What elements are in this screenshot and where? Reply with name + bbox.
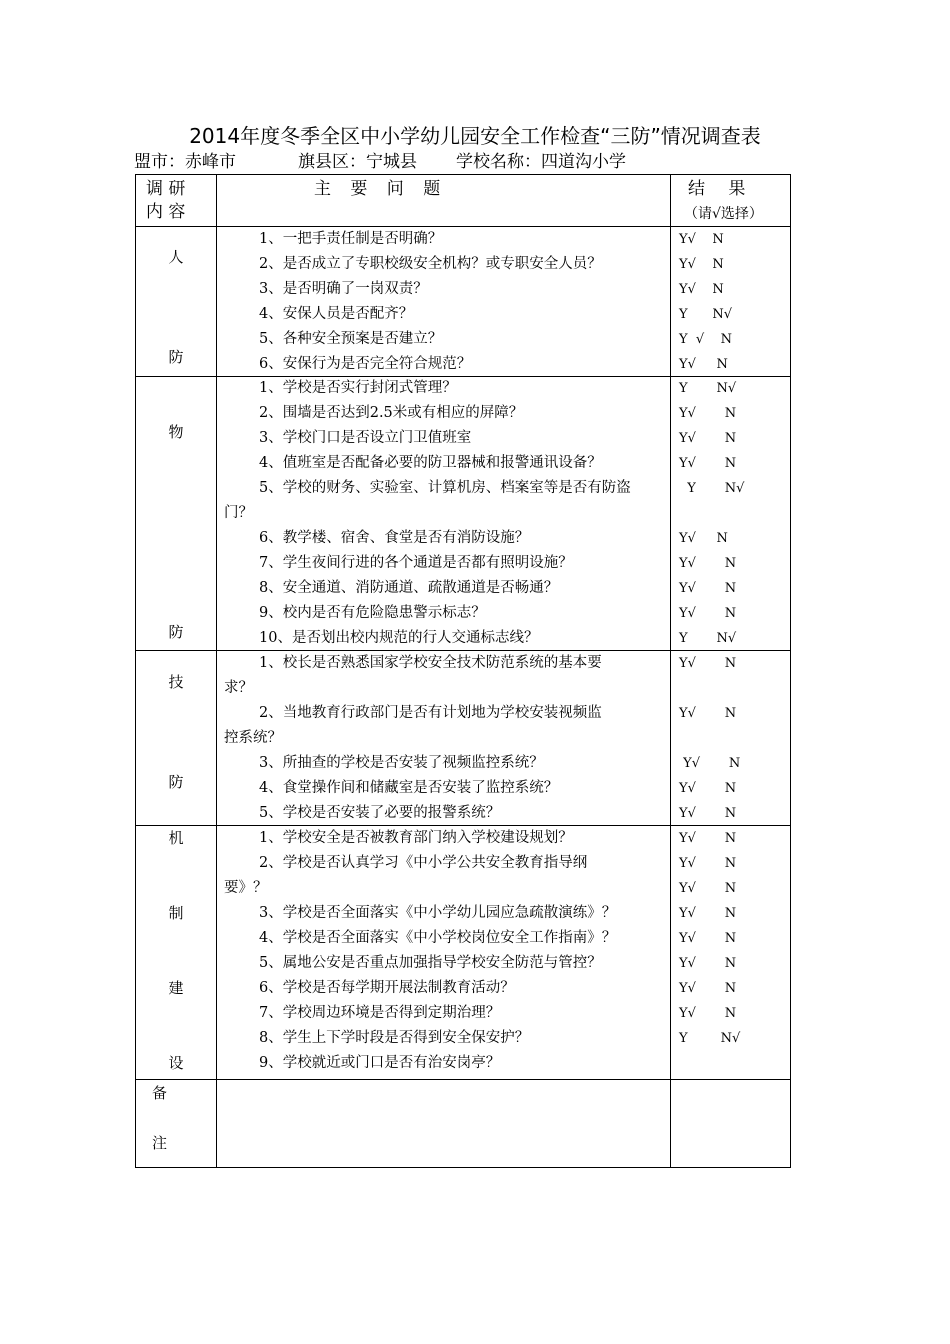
answer-jifang-5: Y√ N — [679, 806, 737, 821]
question-wufang-7: 7、学生夜间行进的各个通道是否都有照明设施？ — [259, 555, 573, 571]
question-jizhi-8: 8、学生上下学时段是否得到安全保安护？ — [259, 1030, 530, 1046]
answer-wufang-4: Y√ N — [679, 456, 737, 471]
category-jizhi-3: 建 — [168, 979, 184, 997]
question-renfang-5: 5、各种安全预案是否建立？ — [259, 331, 443, 347]
page-title: 2014年度冬季全区中小学幼儿园安全工作检查“三防”情况调查表 — [189, 124, 761, 148]
league-label: 盟市：赤峰市 — [134, 152, 236, 172]
question-renfang-2: 2、是否成立了专职校级安全机构？或专职安全人员？ — [259, 256, 602, 272]
question-wufang-8: 8、安全通道、消防通道、疏散通道是否畅通？ — [259, 580, 559, 596]
category-renfang-1: 人 — [168, 248, 184, 266]
question-jifang-2-cont: 控系统？ — [224, 730, 282, 746]
category-jizhi-2: 制 — [168, 904, 184, 922]
answer-jizhi-4: Y√ N — [679, 906, 737, 921]
question-wufang-5-cont: 门？ — [224, 505, 253, 521]
question-jifang-1: 1、校长是否熟悉国家学校安全技术防范系统的基本要 — [259, 655, 602, 671]
answer-renfang-5: Y √ N — [679, 332, 733, 347]
header-col1-line1: 调 研 — [146, 179, 186, 199]
answer-wufang-8: Y√ N — [679, 581, 737, 596]
answer-jifang-4: Y√ N — [679, 781, 737, 796]
remarks-label-1: 备 — [152, 1084, 168, 1102]
answer-jifang-1: Y√ N — [679, 656, 737, 671]
remarks-result — [671, 1080, 791, 1168]
answer-renfang-4: Y N√ — [679, 307, 733, 322]
question-jizhi-9: 9、学校就近或门口是否有治安岗亭？ — [259, 1055, 501, 1071]
remarks-content — [217, 1080, 670, 1168]
question-renfang-4: 4、安保人员是否配齐？ — [259, 306, 414, 322]
answer-jizhi-8: Y√ N — [679, 1006, 737, 1021]
question-jizhi-3: 3、学校是否全面落实《中小学幼儿园应急疏散演练》？ — [259, 905, 617, 921]
category-wufang-1: 物 — [168, 423, 184, 441]
answer-wufang-10: Y N√ — [679, 631, 737, 646]
answer-jizhi-1: Y√ N — [679, 831, 737, 846]
answer-wufang-2: Y√ N — [679, 406, 737, 421]
answer-jizhi-6: Y√ N — [679, 956, 737, 971]
survey-table — [135, 174, 791, 1168]
header-col3-line1: 结 果 — [688, 179, 746, 199]
question-jizhi-1: 1、学校安全是否被教育部门纳入学校建设规划？ — [259, 830, 573, 846]
category-jizhi-4: 设 — [168, 1054, 184, 1072]
question-wufang-4: 4、值班室是否配备必要的防卫器械和报警通讯设备？ — [259, 455, 602, 471]
category-jifang-1: 技 — [168, 673, 184, 691]
question-wufang-1: 1、学校是否实行封闭式管理？ — [259, 380, 457, 396]
question-jizhi-7: 7、学校周边环境是否得到定期治理？ — [259, 1005, 501, 1021]
header-col3-line2: （请√选择） — [684, 206, 763, 222]
answer-wufang-7: Y√ N — [679, 556, 737, 571]
answer-jizhi-9: Y N√ — [679, 1031, 741, 1046]
question-renfang-6: 6、安保行为是否完全符合规范？ — [259, 356, 472, 372]
question-jizhi-6: 6、学校是否每学期开展法制教育活动？ — [259, 980, 515, 996]
question-renfang-3: 3、是否明确了一岗双责？ — [259, 281, 428, 297]
category-jizhi-1: 机 — [168, 829, 184, 847]
question-wufang-9: 9、校内是否有危险隐患警示标志？ — [259, 605, 486, 621]
question-wufang-6: 6、教学楼、宿舍、食堂是否有消防设施？ — [259, 530, 530, 546]
county-label: 旗县区：宁城县 — [298, 152, 417, 172]
answer-wufang-6: Y√ N — [679, 531, 728, 546]
question-jizhi-2: 2、学校是否认真学习《中小学公共安全教育指导纲 — [259, 855, 588, 871]
answer-wufang-3: Y√ N — [679, 431, 737, 446]
answer-wufang-9: Y√ N — [679, 606, 737, 621]
answer-wufang-1: Y N√ — [679, 381, 737, 396]
question-wufang-3: 3、学校门口是否设立门卫值班室 — [259, 430, 472, 446]
answer-renfang-2: Y√ N — [679, 257, 724, 272]
question-jizhi-2-cont: 要》？ — [224, 880, 268, 896]
question-jifang-4: 4、食堂操作间和储藏室是否安装了监控系统？ — [259, 780, 559, 796]
answer-jizhi-2: Y√ N — [679, 856, 737, 871]
question-wufang-5: 5、学校的财务、实验室、计算机房、档案室等是否有防盗 — [259, 480, 631, 496]
answer-renfang-6: Y√ N — [679, 357, 728, 372]
answer-jifang-2: Y√ N — [679, 706, 737, 721]
question-jizhi-4: 4、学校是否全面落实《中小学校岗位安全工作指南》？ — [259, 930, 617, 946]
category-wufang-2: 防 — [168, 623, 184, 641]
header-col1-line2: 内 容 — [146, 202, 186, 222]
remarks-label-2: 注 — [152, 1134, 168, 1152]
question-jizhi-5: 5、属地公安是否重点加强指导学校安全防范与管控？ — [259, 955, 602, 971]
category-renfang-2: 防 — [168, 348, 184, 366]
answer-jizhi-7: Y√ N — [679, 981, 737, 996]
header-col2: 主 要 问 题 — [314, 179, 441, 199]
answer-jizhi-5: Y√ N — [679, 931, 737, 946]
question-renfang-1: 1、一把手责任制是否明确？ — [259, 231, 443, 247]
question-wufang-10: 10、是否划出校内规范的行人交通标志线？ — [259, 630, 539, 646]
question-jifang-3: 3、所抽查的学校是否安装了视频监控系统？ — [259, 755, 544, 771]
question-jifang-2: 2、当地教育行政部门是否有计划地为学校安装视频监 — [259, 705, 602, 721]
question-jifang-5: 5、学校是否安装了必要的报警系统？ — [259, 805, 501, 821]
answer-jizhi-3: Y√ N — [679, 881, 737, 896]
category-jifang-2: 防 — [168, 773, 184, 791]
question-wufang-2: 2、围墙是否达到2.5米或有相应的屏障？ — [259, 405, 524, 421]
answer-renfang-3: Y√ N — [679, 282, 724, 297]
answer-wufang-5: Y N√ — [679, 481, 745, 496]
school-label: 学校名称：四道沟小学 — [456, 152, 626, 172]
answer-jifang-3: Y√ N — [679, 756, 741, 771]
question-jifang-1-cont: 求？ — [224, 680, 253, 696]
answer-renfang-1: Y√ N — [679, 232, 724, 247]
